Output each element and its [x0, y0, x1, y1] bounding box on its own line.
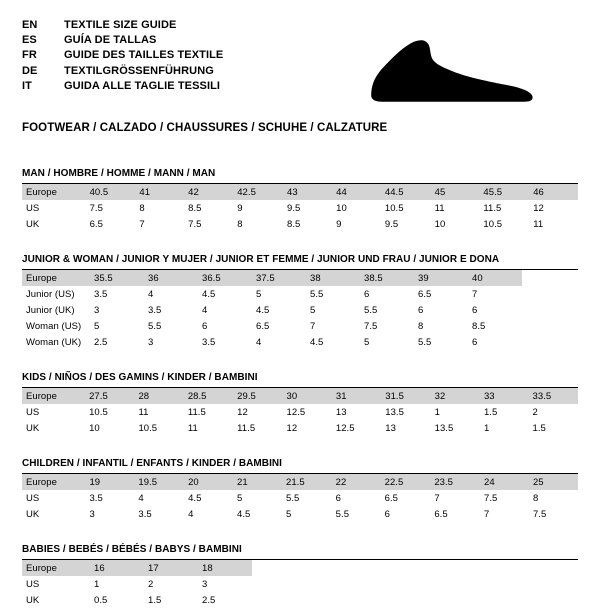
cell: 3: [148, 336, 154, 348]
language-row: [22, 48, 223, 63]
cell: 3.5: [202, 336, 216, 348]
cell: 11: [187, 422, 198, 434]
cell: 33.5: [529, 388, 578, 404]
cell: 6: [472, 304, 478, 316]
document-header: [22, 18, 578, 108]
cell: 6: [364, 288, 370, 300]
cell: 0.5: [94, 594, 108, 606]
cell: 4: [148, 288, 154, 300]
row-label: UK: [26, 422, 40, 434]
cell: 12.5: [335, 422, 355, 434]
cell: 11.5: [483, 202, 502, 214]
cell: 35.5: [90, 270, 144, 286]
language-code: EN: [22, 19, 38, 31]
cell: 8: [532, 492, 539, 504]
cell: 7: [310, 320, 316, 332]
cell: 5.5: [285, 492, 300, 504]
language-row: [22, 33, 223, 48]
cell: 4.5: [310, 336, 324, 348]
cell: 9.5: [384, 218, 399, 230]
cell: 7: [434, 492, 440, 504]
cell: 10.5: [89, 406, 108, 418]
row-label: Junior (US): [26, 288, 75, 300]
row-label: Woman (UK): [26, 336, 82, 348]
table-row: [22, 592, 252, 608]
row-label: UK: [26, 218, 40, 230]
cell: 10.5: [483, 218, 503, 230]
cell: 7: [484, 508, 490, 520]
row-label: US: [26, 578, 40, 590]
cell: 8.5: [287, 218, 301, 230]
cell: 44: [332, 184, 381, 200]
cell: 29.5: [233, 388, 282, 404]
cell: 21: [233, 474, 282, 490]
table-row: [22, 216, 578, 232]
cell: 45: [431, 184, 480, 200]
cell: 19: [85, 474, 134, 490]
cell: 25: [529, 474, 578, 490]
cell: 10: [336, 202, 347, 214]
footwear-section-title: FOOTWEAR / CALZADO / CHAUSSURES / SCHUHE / CALZATURE: [22, 122, 388, 134]
cell: 6: [472, 336, 478, 348]
cell: 24: [480, 474, 529, 490]
cell: 40.5: [86, 184, 136, 200]
cell: 13.5: [385, 406, 404, 418]
cell: 10.5: [384, 202, 404, 214]
cell: 8.5: [188, 202, 202, 214]
cell: 42.5: [233, 184, 283, 200]
cell: 6.5: [384, 492, 398, 504]
cell: 16: [90, 560, 144, 576]
language-title: GUÍA DE TALLAS: [64, 34, 157, 47]
size-block-babies: [22, 544, 578, 608]
cell: 21.5: [282, 474, 332, 490]
cell: 3: [94, 304, 100, 316]
table-row: [22, 270, 522, 286]
cell: 13.5: [434, 422, 454, 434]
block-title: BABIES / BEBÉS / BÉBÉS / BABYS / BAMBINI: [22, 544, 578, 560]
size-table-junior-woman: [22, 270, 522, 350]
row-label: Europe: [22, 184, 86, 200]
cell: 27.5: [85, 388, 134, 404]
row-label: Europe: [22, 388, 85, 404]
cell: 12: [533, 202, 544, 214]
language-row: [22, 18, 223, 33]
cell: 5: [364, 336, 370, 348]
cell: 30: [283, 388, 332, 404]
cell: 4.5: [188, 492, 202, 504]
cell: 2: [148, 578, 154, 590]
cell: 44.5: [381, 184, 431, 200]
cell: 31: [332, 388, 381, 404]
cell: 6.5: [256, 320, 270, 332]
cell: 45.5: [479, 184, 529, 200]
table-row: [22, 318, 522, 334]
row-label: Europe: [22, 270, 90, 286]
row-label: UK: [26, 508, 40, 520]
size-block-kids: [22, 372, 578, 436]
cell: 36: [144, 270, 198, 286]
row-label: US: [26, 202, 40, 214]
table-row: [22, 286, 522, 302]
cell: 43: [283, 184, 332, 200]
cell: 3.5: [138, 508, 152, 520]
table-row: [22, 334, 522, 350]
cell: 5.5: [310, 288, 324, 300]
cell: 7.5: [484, 492, 498, 504]
language-code: DE: [22, 64, 38, 77]
table-row: [22, 560, 252, 576]
size-table-babies: [22, 560, 252, 608]
language-title-list: [22, 18, 223, 94]
cell: 1.5: [532, 422, 546, 434]
cell: 4: [188, 508, 194, 520]
cell: 6.5: [89, 218, 103, 230]
cell: 10: [89, 422, 100, 434]
cell: 23.5: [430, 474, 480, 490]
language-title: TEXTILE SIZE GUIDE: [64, 19, 177, 31]
cell: 12: [286, 422, 298, 434]
cell: 3: [202, 578, 208, 590]
cell: 6: [335, 492, 342, 504]
cell: 11: [434, 202, 445, 214]
cell: 13: [335, 406, 347, 418]
cell: 5: [256, 288, 262, 300]
row-label: US: [26, 492, 40, 504]
cell: 17: [144, 560, 198, 576]
table-row: [22, 404, 578, 420]
language-title: GUIDA ALLE TAGLIE TESSILI: [64, 79, 221, 92]
cell: 9: [237, 202, 243, 214]
language-title: GUIDE DES TAILLES TEXTILE: [64, 49, 224, 62]
cell: 8.5: [472, 320, 486, 332]
row-label: Europe: [22, 560, 90, 576]
table-row: [22, 474, 578, 490]
row-label: UK: [26, 594, 40, 606]
cell: 9.5: [287, 202, 301, 214]
cell: 6.5: [434, 508, 448, 520]
table-row: [22, 388, 578, 404]
row-label: Junior (UK): [26, 304, 75, 316]
cell: 7.5: [89, 202, 103, 214]
cell: 11: [533, 218, 544, 230]
language-code: ES: [22, 34, 37, 47]
cell: 5: [310, 304, 316, 316]
table-row: [22, 200, 578, 216]
row-label: Europe: [22, 474, 85, 490]
cell: 7.5: [364, 320, 378, 332]
language-title: TEXTILGRÖSSENFÜHRUNG: [64, 64, 214, 77]
table-row: [22, 184, 578, 200]
cell: 37.5: [252, 270, 306, 286]
cell: 2.5: [94, 336, 108, 348]
cell: 38.5: [360, 270, 414, 286]
cell: 5: [237, 492, 243, 504]
cell: 5: [94, 320, 100, 332]
table-row: [22, 490, 578, 506]
table-row: [22, 420, 578, 436]
cell: 7.5: [188, 218, 202, 230]
size-block-man: [22, 168, 578, 232]
table-row: [22, 506, 578, 522]
cell: 42: [184, 184, 233, 200]
cell: 2: [532, 406, 538, 418]
block-title: CHILDREN / INFANTIL / ENFANTS / KINDER / BAMBINI: [22, 458, 578, 474]
size-block-junior-woman: [22, 254, 578, 350]
cell: 5.5: [418, 336, 432, 348]
cell: 8: [237, 218, 243, 230]
cell: 7: [139, 218, 145, 230]
cell: 31.5: [381, 388, 430, 404]
table-row: [22, 576, 252, 592]
cell: 4: [138, 492, 144, 504]
cell: 7.5: [532, 508, 547, 520]
size-table-man: [22, 184, 578, 232]
cell: 6: [384, 508, 390, 520]
size-block-children: [22, 458, 578, 522]
cell: 46: [529, 184, 578, 200]
table-row: [22, 302, 522, 318]
cell: 3.5: [89, 492, 103, 504]
language-code: FR: [22, 49, 37, 62]
cell: 8: [418, 320, 424, 332]
cell: 12: [237, 406, 248, 418]
cell: 1: [434, 406, 440, 418]
cell: 4.5: [256, 304, 270, 316]
cell: 19.5: [134, 474, 184, 490]
cell: 1: [483, 422, 490, 434]
cell: 28.5: [184, 388, 233, 404]
cell: 3: [89, 508, 95, 520]
cell: 36.5: [198, 270, 252, 286]
cell: 4.5: [202, 288, 216, 300]
block-title: KIDS / NIÑOS / DES GAMINS / KINDER / BAMBINI: [22, 372, 578, 388]
cell: 38: [306, 270, 360, 286]
language-row: [22, 64, 223, 79]
cell: 11.5: [237, 422, 256, 434]
cell: 6: [418, 304, 424, 316]
row-label: US: [26, 406, 40, 418]
cell: 3.5: [148, 304, 162, 316]
cell: 9: [336, 218, 342, 230]
cell: 3.5: [94, 288, 108, 300]
cell: 4.5: [237, 508, 251, 520]
cell: 41: [135, 184, 184, 200]
cell: 4: [202, 304, 208, 316]
cell: 28: [134, 388, 183, 404]
cell: 1.5: [148, 594, 162, 606]
cell: 1: [94, 578, 100, 590]
cell: 12.5: [286, 406, 306, 418]
cell: 2.5: [202, 594, 216, 606]
cell: 1.5: [483, 406, 498, 418]
language-code: IT: [22, 79, 32, 92]
cell: 22: [332, 474, 381, 490]
cell: 40: [468, 270, 522, 286]
block-title: JUNIOR & WOMAN / JUNIOR Y MUJER / JUNIOR ET FEMME / JUNIOR UND FRAU / JUNIOR E DONA: [22, 254, 578, 270]
size-table-kids: [22, 388, 578, 436]
cell: 5.5: [148, 320, 162, 332]
cell: 8: [139, 202, 145, 214]
cell: 6.5: [418, 288, 432, 300]
cell: 22.5: [381, 474, 431, 490]
cell: 39: [414, 270, 468, 286]
cell: 13: [385, 422, 396, 434]
cell: 4: [256, 336, 262, 348]
cell: 10.5: [138, 422, 158, 434]
cell: 33: [480, 388, 529, 404]
cell: 11.5: [187, 406, 206, 418]
cell: 32: [431, 388, 480, 404]
cell: 5.5: [335, 508, 350, 520]
cell: 7: [472, 288, 478, 300]
cell: 5.5: [364, 304, 378, 316]
cell: 6: [202, 320, 208, 332]
block-title: MAN / HOMBRE / HOMME / MANN / MAN: [22, 168, 578, 184]
size-table-children: [22, 474, 578, 522]
cell: 5: [285, 508, 292, 520]
dress-shoe-icon: [364, 36, 564, 108]
cell: 10: [434, 218, 446, 230]
row-label: Woman (US): [26, 320, 82, 332]
cell: 11: [138, 406, 149, 418]
language-row: [22, 79, 223, 94]
cell: 20: [184, 474, 233, 490]
cell: 18: [198, 560, 252, 576]
